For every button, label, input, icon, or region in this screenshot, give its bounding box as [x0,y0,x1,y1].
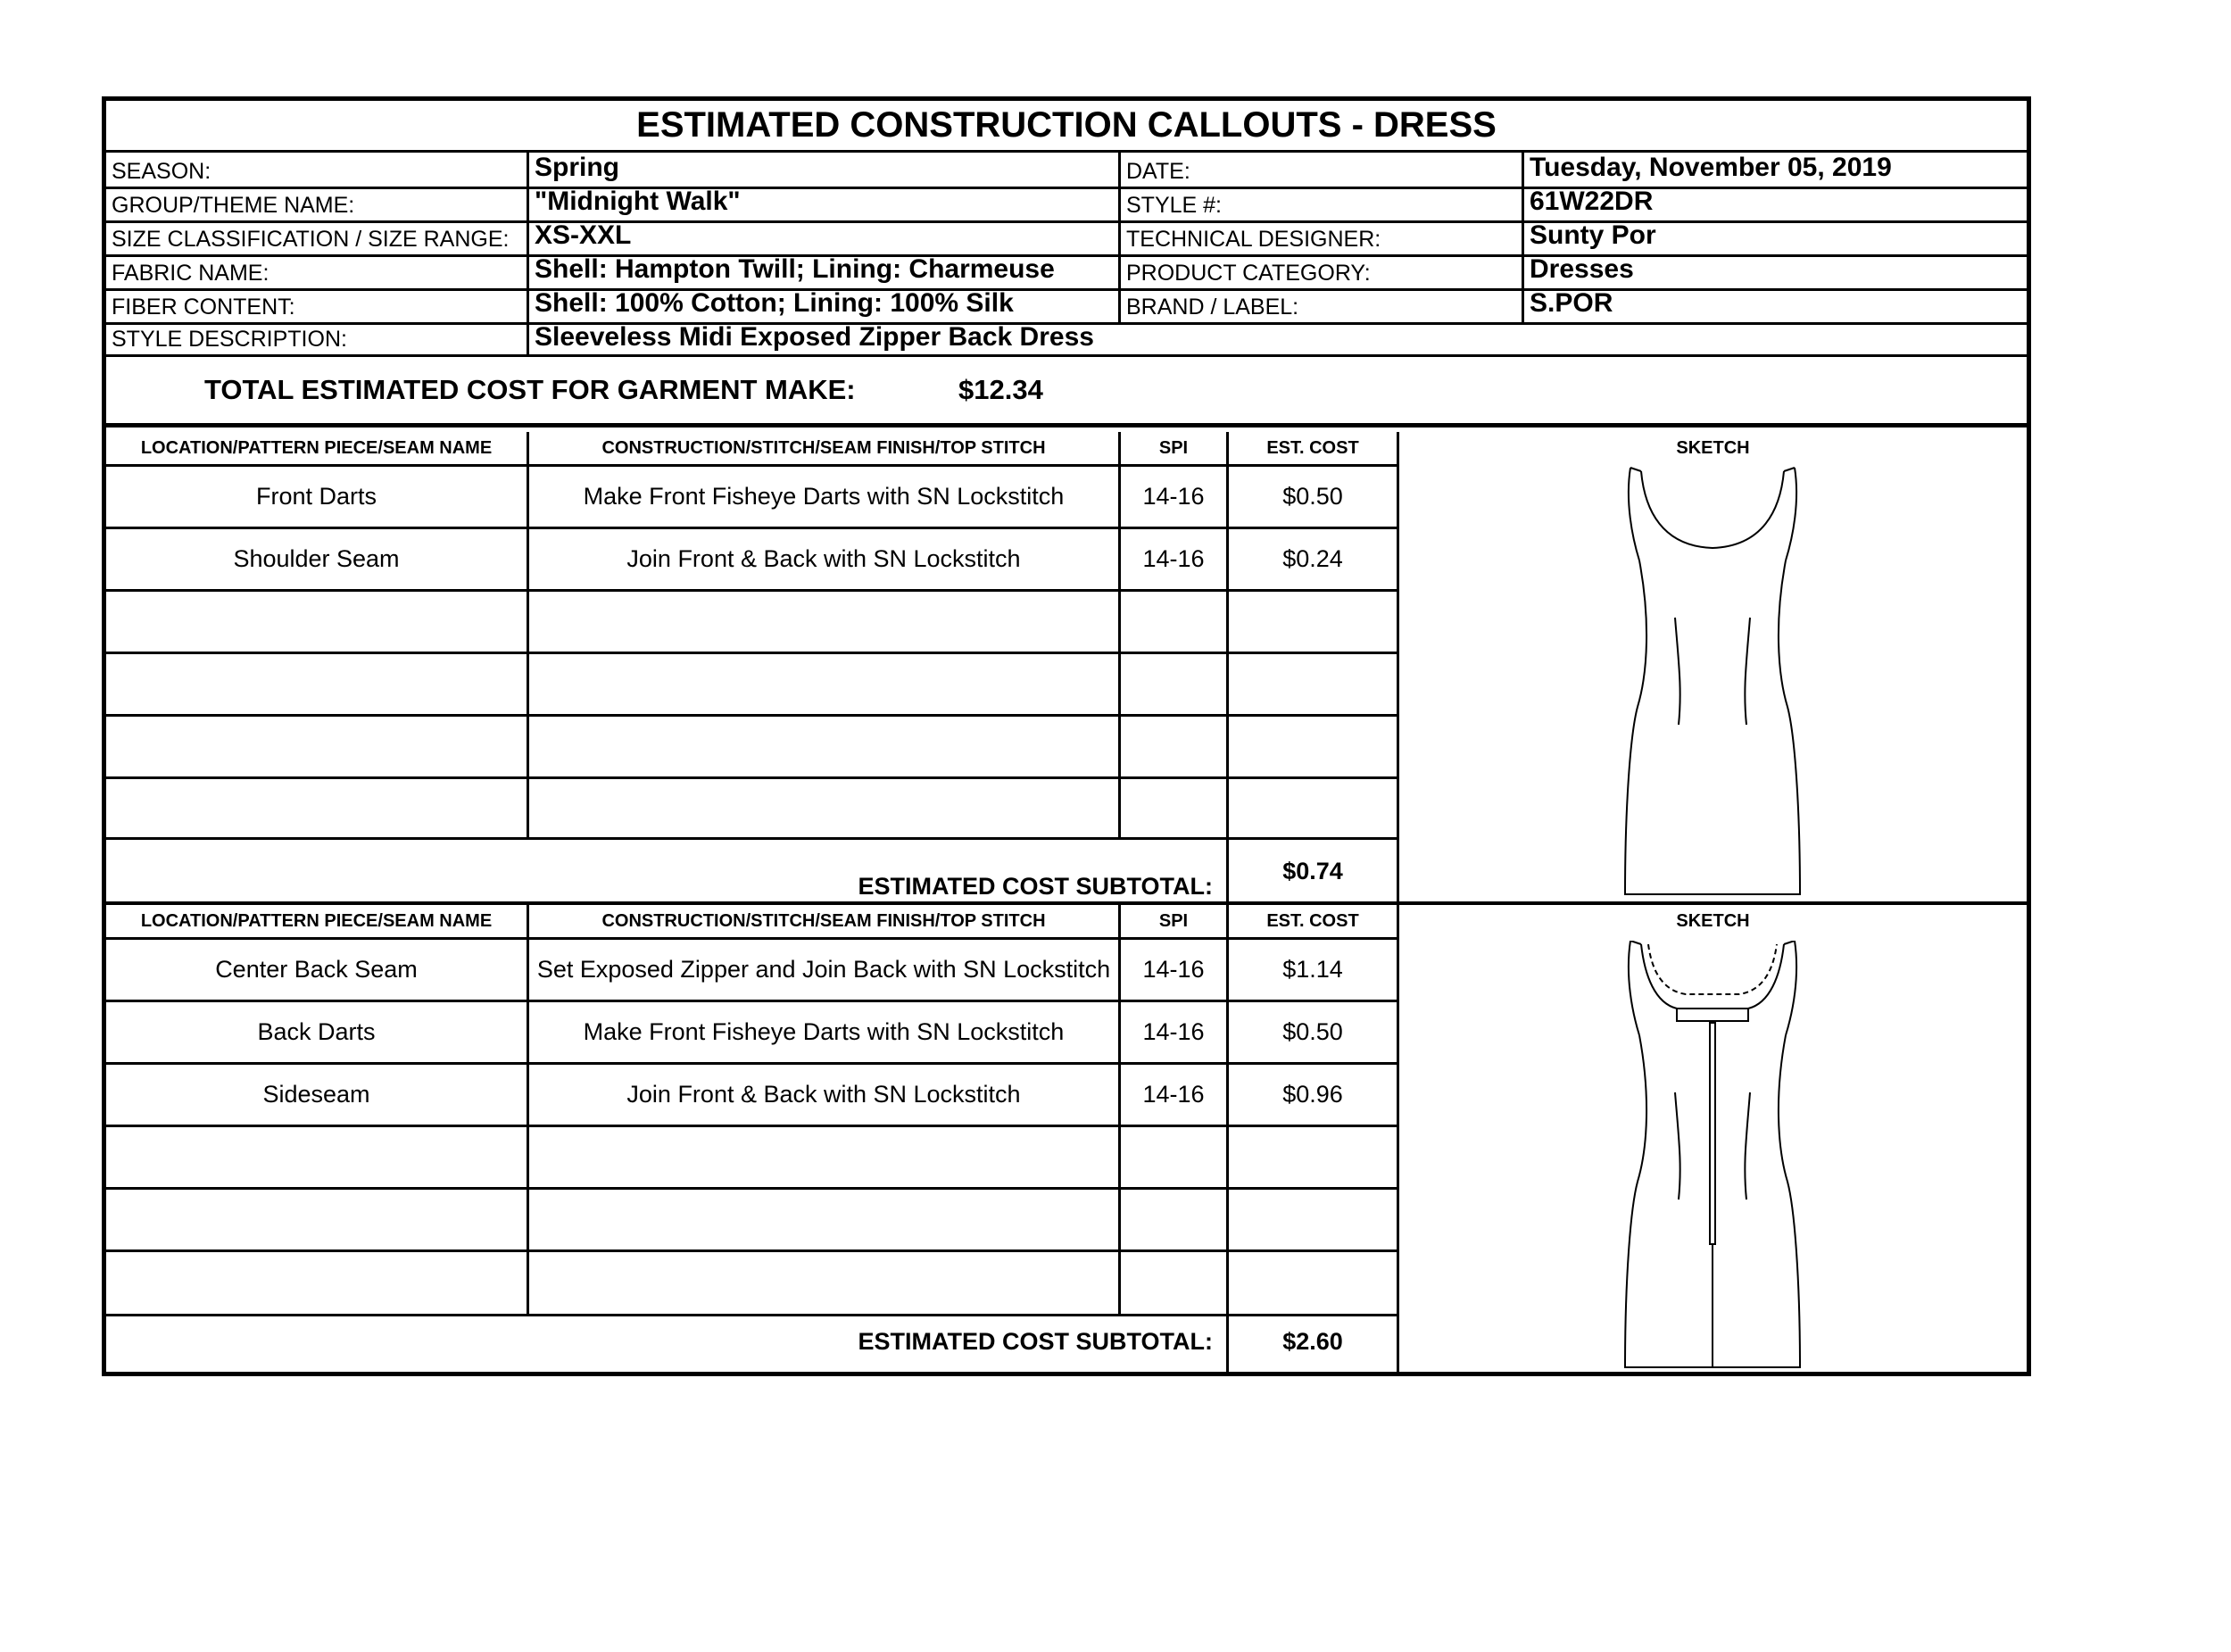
header-row-fabric [106,254,2027,291]
designer-value: Sunty Por [1530,220,1656,250]
col-cost-header: EST. COST [1266,910,1359,931]
table-row-spi: 14-16 [1142,1018,1205,1045]
description-value: Sleeveless Midi Exposed Zipper Back Dress [535,322,1094,352]
callout-sheet [102,96,2031,1376]
designer-label: TECHNICAL DESIGNER: [1126,227,1381,252]
table-row-cost: $1.14 [1282,956,1343,983]
total-cost-value: $12.34 [958,374,1043,405]
style-value: 61W22DR [1530,187,1654,216]
front-subtotal-value: $0.74 [1282,858,1343,884]
date-value: Tuesday, November 05, 2019 [1530,153,1892,182]
table-row-location: Sideseam [262,1081,370,1108]
header-row-fiber [106,288,2027,325]
col-spi-header: SPI [1158,437,1189,458]
table-row-construction: Set Exposed Zipper and Join Back with SN Lockstitch [536,956,1111,983]
col-cost-header: EST. COST [1266,437,1359,458]
header-row-description [106,322,2027,357]
table-row-location: Shoulder Seam [233,545,400,572]
header-row-season [106,153,2027,189]
fiber-value: Shell: 100% Cotton; Lining: 100% Silk [535,288,1014,318]
date-label: DATE: [1126,159,1190,184]
back-subtotal-value: $2.60 [1282,1328,1343,1355]
fiber-label: FIBER CONTENT: [112,295,295,320]
brand-label: BRAND / LABEL: [1126,295,1299,320]
table-row-construction: Make Front Fisheye Darts with SN Lockstitch [583,1018,1065,1045]
season-label: SEASON: [112,159,211,184]
table-row-cost: $0.96 [1282,1081,1343,1108]
back-section [106,905,2027,1374]
table-row-location: Back Darts [257,1018,376,1045]
table-row-construction: Join Front & Back with SN Lockstitch [626,545,1021,572]
style-label: STYLE #: [1126,193,1222,218]
col-sketch-header: SKETCH [1676,910,1750,931]
col-location-header: LOCATION/PATTERN PIECE/SEAM NAME [140,437,493,458]
table-row-spi: 14-16 [1142,483,1205,510]
front-subtotal-label: ESTIMATED COST SUBTOTAL: [858,873,1213,900]
col-sketch-header: SKETCH [1676,437,1750,458]
fabric-value: Shell: Hampton Twill; Lining: Charmeuse [535,254,1055,284]
back-subtotal-label: ESTIMATED COST SUBTOTAL: [858,1328,1213,1355]
table-row-cost: $0.50 [1282,1018,1343,1045]
group-value: "Midnight Walk" [535,187,741,216]
category-value: Dresses [1530,254,1634,284]
col-location-header: LOCATION/PATTERN PIECE/SEAM NAME [140,910,493,931]
table-row-construction: Make Front Fisheye Darts with SN Lockstitch [583,483,1065,510]
table-row-cost: $0.50 [1282,483,1343,510]
front-section [106,432,2027,901]
table-row-spi: 14-16 [1142,545,1205,572]
header-row-group [106,187,2027,223]
category-label: PRODUCT CATEGORY: [1126,261,1371,286]
total-cost-label: TOTAL ESTIMATED COST FOR GARMENT MAKE: [204,374,856,405]
season-value: Spring [535,153,619,182]
front-dress-sketch-icon [1623,466,1802,900]
table-row-location: Front Darts [255,483,377,510]
table-row-construction: Join Front & Back with SN Lockstitch [626,1081,1021,1108]
table-row-spi: 14-16 [1142,1081,1205,1108]
header-row-size [106,220,2027,257]
table-row-location: Center Back Seam [215,956,418,983]
group-label: GROUP/THEME NAME: [112,193,355,218]
fabric-label: FABRIC NAME: [112,261,270,286]
col-construction-header: CONSTRUCTION/STITCH/SEAM FINISH/TOP STITCH [601,437,1046,458]
brand-value: S.POR [1530,288,1613,318]
total-cost-row [106,354,2027,428]
size-value: XS-XXL [535,220,632,250]
col-construction-header: CONSTRUCTION/STITCH/SEAM FINISH/TOP STITCH [601,910,1046,931]
col-spi-header: SPI [1158,910,1189,931]
size-label: SIZE CLASSIFICATION / SIZE RANGE: [112,227,510,252]
back-dress-sketch-icon [1623,941,1802,1373]
description-label: STYLE DESCRIPTION: [112,327,347,352]
table-row-cost: $0.24 [1282,545,1343,572]
table-row-spi: 14-16 [1142,956,1205,983]
page-title: ESTIMATED CONSTRUCTION CALLOUTS - DRESS [106,101,2027,153]
